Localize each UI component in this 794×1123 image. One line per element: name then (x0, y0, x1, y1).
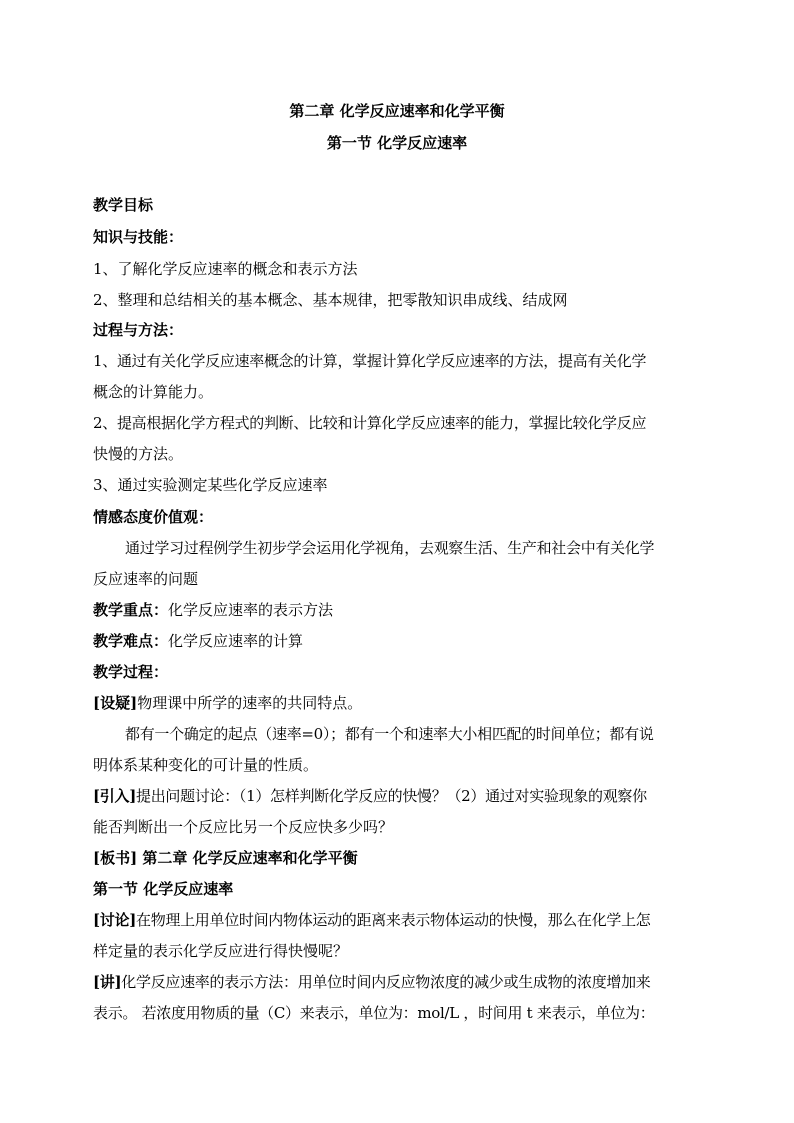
intro-tag: [引入] (93, 787, 136, 805)
knowledge-item: 1、了解化学反应速率的概念和表示方法 (93, 260, 358, 278)
process-item: 3、通过实验测定某些化学反应速率 (93, 476, 328, 494)
key-point-text: 化学反应速率的表示方法 (168, 601, 334, 619)
board-tag: [板书] (93, 849, 138, 867)
objectives-heading: 教学目标 (93, 196, 154, 214)
knowledge-heading: 知识与技能： (93, 228, 184, 246)
difficulty-text: 化学反应速率的计算 (168, 632, 304, 650)
difficulty-label: 教学难点： (93, 632, 169, 650)
lecture-line: 表示。 若浓度用物质的量（C）来表示，单位为：mol/L ，时间用 t 来表示，单位为： (93, 1004, 655, 1022)
process-item: 概念的计算能力。 (93, 383, 214, 401)
process-item: 快慢的方法。 (93, 445, 184, 463)
discussion-line (93, 911, 703, 929)
question-tag: [设疑] (93, 694, 138, 712)
chapter-title: 第二章 化学反应速率和化学平衡 (289, 102, 505, 120)
answer-line: 都有一个确定的起点（速率=0）；都有一个和速率大小相匹配的时间单位；都有说 (125, 725, 654, 743)
emotion-heading: 情感态度价值观： (93, 508, 214, 526)
intro-line: 能否判断出一个反应比另一个反应快多少吗？ (93, 818, 394, 836)
difficulty (93, 632, 703, 650)
process-item: 1、通过有关化学反应速率概念的计算，掌握计算化学反应速率的方法，提高有关化学 (93, 352, 647, 370)
emotion-line: 反应速率的问题 (93, 570, 199, 588)
key-point (93, 601, 703, 619)
discussion-tag: [讨论] (93, 911, 136, 929)
key-point-label: 教学重点： (93, 601, 169, 619)
intro-text: 提出问题讨论：（1）怎样判断化学反应的快慢？（2）通过对实验现象的观察你 (136, 787, 647, 805)
lecture-line (93, 973, 703, 991)
process-heading: 过程与方法： (93, 321, 184, 339)
board-line (93, 849, 703, 867)
lecture-text: 化学反应速率的表示方法：用单位时间内反应物浓度的减少或生成物的浓度增加来 (121, 973, 651, 991)
section-title: 第一节 化学反应速率 (326, 134, 468, 152)
question-line (93, 694, 703, 712)
intro-line (93, 787, 703, 805)
board-section: 第一节 化学反应速率 (93, 880, 234, 898)
knowledge-item: 2、整理和总结相关的基本概念、基本规律，把零散知识串成线、结成网 (93, 291, 568, 309)
answer-line: 明体系某种变化的可计量的性质。 (93, 756, 319, 774)
question-text: 物理课中所学的速率的共同特点。 (137, 694, 363, 712)
discussion-line: 样定量的表示化学反应进行得快慢呢？ (93, 942, 349, 960)
procedure-heading: 教学过程： (93, 663, 169, 681)
discussion-text: 在物理上用单位时间内物体运动的距离来表示物体运动的快慢，那么在化学上怎 (136, 911, 651, 929)
lecture-tag: [讲] (93, 973, 122, 991)
process-item: 2、提高根据化学方程式的判断、比较和计算化学反应速率的能力，掌握比较化学反应 (93, 414, 647, 432)
emotion-line: 通过学习过程例学生初步学会运用化学视角，去观察生活、生产和社会中有关化学 (125, 539, 655, 557)
board-text: 第二章 化学反应速率和化学平衡 (137, 849, 358, 867)
